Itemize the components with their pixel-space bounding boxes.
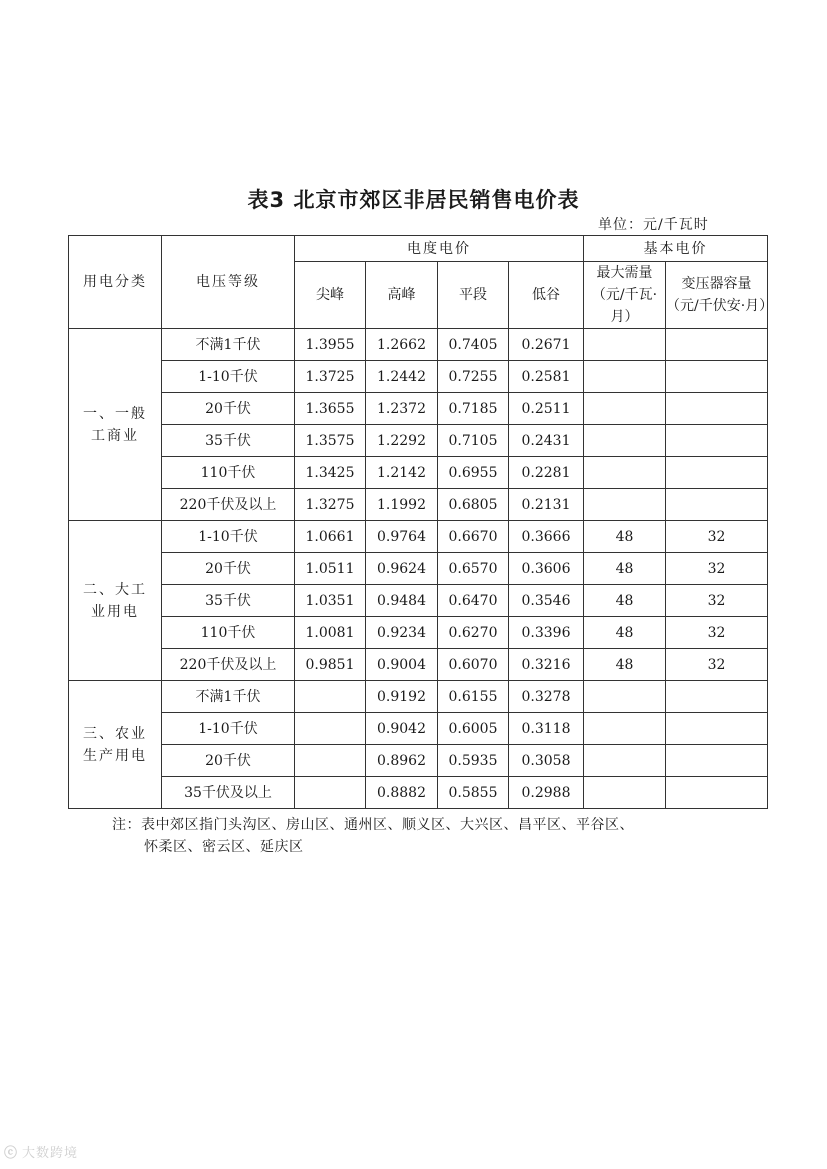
- cell-peak: [295, 681, 366, 713]
- cell-voltage: 35千伏: [162, 585, 295, 617]
- cell-flat: 0.7255: [438, 361, 509, 393]
- cell-voltage: 20千伏: [162, 745, 295, 777]
- cell-valley: 0.3216: [509, 649, 584, 681]
- cell-flat: 0.6955: [438, 457, 509, 489]
- cell-peak: 1.3725: [295, 361, 366, 393]
- table-row: [69, 361, 768, 393]
- cell-high: 0.9484: [366, 585, 438, 617]
- cell-peak: 1.0351: [295, 585, 366, 617]
- cell-high: 1.1992: [366, 489, 438, 521]
- table-row: [69, 649, 768, 681]
- cell-transformer: [666, 713, 768, 745]
- category-cell: 二、大工业用电: [69, 521, 162, 681]
- header-category: 用电分类: [69, 236, 162, 329]
- cell-flat: 0.6070: [438, 649, 509, 681]
- cell-flat: 0.6470: [438, 585, 509, 617]
- cell-high: 0.9624: [366, 553, 438, 585]
- table-row: [69, 713, 768, 745]
- cell-peak: 1.0661: [295, 521, 366, 553]
- cell-flat: 0.6270: [438, 617, 509, 649]
- cell-max-demand: [584, 393, 666, 425]
- cell-max-demand: [584, 329, 666, 361]
- cell-high: 1.2662: [366, 329, 438, 361]
- cell-max-demand: 48: [584, 521, 666, 553]
- table-row: [69, 777, 768, 809]
- header-basic-price: 基本电价: [584, 236, 768, 262]
- cell-max-demand: [584, 489, 666, 521]
- cell-transformer: [666, 329, 768, 361]
- cell-valley: 0.2281: [509, 457, 584, 489]
- cell-high: 0.9042: [366, 713, 438, 745]
- cell-valley: 0.3396: [509, 617, 584, 649]
- cell-max-demand: [584, 425, 666, 457]
- electricity-price-table: [68, 235, 774, 809]
- cell-flat: 0.7105: [438, 425, 509, 457]
- table-row: [69, 425, 768, 457]
- cell-high: 0.8882: [366, 777, 438, 809]
- cell-flat: 0.6670: [438, 521, 509, 553]
- cell-max-demand: [584, 361, 666, 393]
- table-title: 表3 北京市郊区非居民销售电价表: [247, 188, 580, 212]
- cell-valley: 0.2131: [509, 489, 584, 521]
- cell-max-demand: 48: [584, 585, 666, 617]
- cell-flat: 0.6805: [438, 489, 509, 521]
- cell-valley: 0.2671: [509, 329, 584, 361]
- cell-high: 0.9192: [366, 681, 438, 713]
- cell-peak: 1.0081: [295, 617, 366, 649]
- cell-valley: 0.3058: [509, 745, 584, 777]
- cell-transformer: [666, 425, 768, 457]
- footnote: [112, 814, 634, 858]
- cell-max-demand: 48: [584, 553, 666, 585]
- cell-max-demand: [584, 745, 666, 777]
- header-valley: 低谷: [509, 262, 584, 329]
- cell-flat: 0.6155: [438, 681, 509, 713]
- cell-max-demand: [584, 457, 666, 489]
- cell-valley: 0.3118: [509, 713, 584, 745]
- cell-peak: 1.3425: [295, 457, 366, 489]
- header-energy-price: 电度电价: [295, 236, 584, 262]
- table-row: [69, 457, 768, 489]
- cell-peak: 1.3275: [295, 489, 366, 521]
- table-row: [69, 745, 768, 777]
- cell-valley: 0.2511: [509, 393, 584, 425]
- table-row: [69, 585, 768, 617]
- cell-flat: 0.5855: [438, 777, 509, 809]
- cell-max-demand: 48: [584, 617, 666, 649]
- cell-transformer: [666, 681, 768, 713]
- cell-voltage: 1-10千伏: [162, 361, 295, 393]
- cell-high: 1.2442: [366, 361, 438, 393]
- cell-peak: 0.9851: [295, 649, 366, 681]
- cell-valley: 0.3666: [509, 521, 584, 553]
- cell-transformer: [666, 457, 768, 489]
- header-transformer: 变压器容量（元/千伏安·月）: [666, 262, 768, 329]
- table-row: [69, 521, 768, 553]
- table-row: [69, 393, 768, 425]
- cell-transformer: [666, 393, 768, 425]
- cell-transformer: 32: [666, 521, 768, 553]
- cell-valley: 0.3606: [509, 553, 584, 585]
- cell-high: 0.9234: [366, 617, 438, 649]
- cell-peak: 1.3955: [295, 329, 366, 361]
- cell-transformer: [666, 489, 768, 521]
- cell-valley: 0.3278: [509, 681, 584, 713]
- cell-peak: [295, 777, 366, 809]
- header-voltage: 电压等级: [162, 236, 295, 329]
- cell-peak: 1.3655: [295, 393, 366, 425]
- table-row: [69, 617, 768, 649]
- header-high: 高峰: [366, 262, 438, 329]
- cell-peak: 1.0511: [295, 553, 366, 585]
- header-peak: 尖峰: [295, 262, 366, 329]
- cell-high: 0.8962: [366, 745, 438, 777]
- table-row: [69, 329, 768, 361]
- cell-transformer: [666, 361, 768, 393]
- table-row: [69, 681, 768, 713]
- cell-voltage: 1-10千伏: [162, 521, 295, 553]
- cell-valley: 0.3546: [509, 585, 584, 617]
- cell-transformer: [666, 777, 768, 809]
- cell-peak: [295, 745, 366, 777]
- cell-max-demand: [584, 681, 666, 713]
- logo-icon: ⓒ: [4, 1146, 19, 1161]
- cell-high: 1.2142: [366, 457, 438, 489]
- cell-voltage: 220千伏及以上: [162, 649, 295, 681]
- unit-label: 单位：元/千瓦时: [598, 217, 709, 233]
- cell-max-demand: [584, 713, 666, 745]
- header-max-demand: 最大需量（元/千瓦·月）: [584, 262, 666, 329]
- footnote-line-1: 注：表中郊区指门头沟区、房山区、通州区、顺义区、大兴区、昌平区、平谷区、: [112, 817, 634, 833]
- cell-transformer: 32: [666, 617, 768, 649]
- cell-valley: 0.2988: [509, 777, 584, 809]
- cell-transformer: 32: [666, 649, 768, 681]
- cell-voltage: 110千伏: [162, 457, 295, 489]
- cell-voltage: 35千伏: [162, 425, 295, 457]
- table-row: [69, 553, 768, 585]
- cell-valley: 0.2581: [509, 361, 584, 393]
- cell-valley: 0.2431: [509, 425, 584, 457]
- watermark-text: 大数跨境: [22, 1146, 79, 1161]
- cell-max-demand: [584, 777, 666, 809]
- footnote-line-2: 怀柔区、密云区、延庆区: [144, 839, 304, 855]
- table-row: [69, 489, 768, 521]
- header-flat: 平段: [438, 262, 509, 329]
- cell-flat: 0.5935: [438, 745, 509, 777]
- cell-flat: 0.6005: [438, 713, 509, 745]
- cell-transformer: 32: [666, 585, 768, 617]
- cell-voltage: 不满1千伏: [162, 681, 295, 713]
- cell-transformer: 32: [666, 553, 768, 585]
- cell-peak: [295, 713, 366, 745]
- category-cell: 三、农业生产用电: [69, 681, 162, 809]
- cell-voltage: 20千伏: [162, 553, 295, 585]
- cell-flat: 0.7185: [438, 393, 509, 425]
- category-cell: 一、一般工商业: [69, 329, 162, 521]
- cell-voltage: 35千伏及以上: [162, 777, 295, 809]
- cell-high: 0.9764: [366, 521, 438, 553]
- cell-high: 0.9004: [366, 649, 438, 681]
- cell-voltage: 1-10千伏: [162, 713, 295, 745]
- cell-high: 1.2292: [366, 425, 438, 457]
- cell-voltage: 220千伏及以上: [162, 489, 295, 521]
- cell-voltage: 20千伏: [162, 393, 295, 425]
- cell-flat: 0.6570: [438, 553, 509, 585]
- watermark: [4, 1142, 78, 1161]
- cell-peak: 1.3575: [295, 425, 366, 457]
- cell-voltage: 110千伏: [162, 617, 295, 649]
- cell-voltage: 不满1千伏: [162, 329, 295, 361]
- cell-max-demand: 48: [584, 649, 666, 681]
- cell-transformer: [666, 745, 768, 777]
- cell-flat: 0.7405: [438, 329, 509, 361]
- cell-high: 1.2372: [366, 393, 438, 425]
